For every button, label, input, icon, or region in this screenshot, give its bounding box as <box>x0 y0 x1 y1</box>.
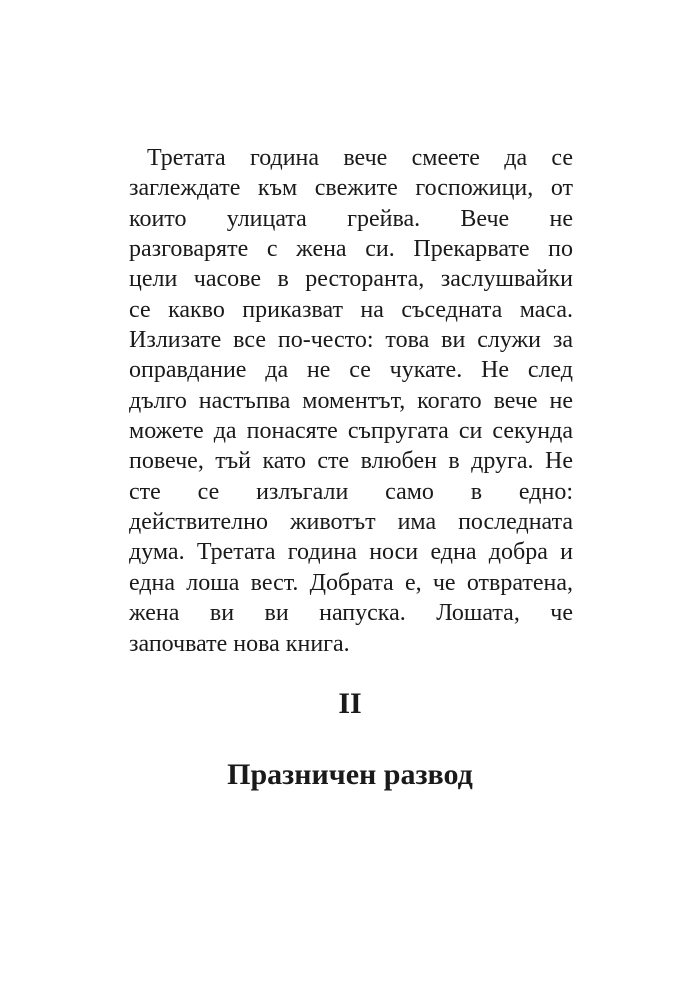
paragraph-line: цели часове в ресторанта, заслушвайки <box>129 266 573 293</box>
paragraph-line: Излизате все по-често: това ви служи за <box>129 327 573 354</box>
paragraph-line: започвате нова книга. <box>129 630 350 657</box>
paragraph-line: една лоша вест. Добрата е, че отвратена, <box>129 569 573 596</box>
paragraph-line: дума. Третата година носи една добра и <box>129 539 573 566</box>
paragraph-line: които улицата грейва. Вече не <box>129 205 573 232</box>
paragraph-line: действително животът има последната <box>129 509 573 536</box>
chapter-number: II <box>338 687 362 720</box>
paragraph-line: можете да понасяте съпругата си секунда <box>129 418 573 445</box>
paragraph-line: сте се излъгали само в едно: <box>129 478 573 505</box>
body-paragraph <box>129 143 573 659</box>
paragraph-line: разговаряте с жена си. Прекарвате по <box>129 236 573 263</box>
paragraph-line: заглеждате към свежите госпожици, от <box>129 175 573 202</box>
paragraph-line: оправдание да не се чукате. Не след <box>129 357 573 384</box>
paragraph-line: жена ви ви напуска. Лошата, че <box>129 600 573 627</box>
paragraph-line: Третата година вече смеете да се <box>147 145 573 171</box>
paragraph-line: дълго настъпва моментът, когато вече не <box>129 387 573 414</box>
paragraph-line: повече, тъй като сте влюбен в друга. Не <box>129 448 573 475</box>
paragraph-line: се какво приказват на съседната маса. <box>129 296 573 323</box>
chapter-title: Празничен развод <box>227 758 473 791</box>
